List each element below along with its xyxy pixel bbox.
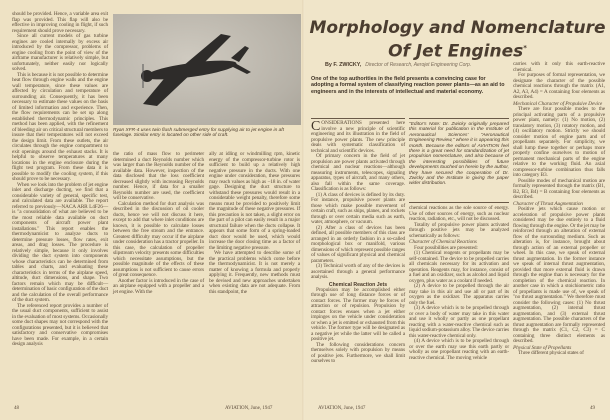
- editors-note: "Editor's Note: Dr. Zwicky originally prepared this material for publication in the Institute of Aeronautical Sciences' "Aeronautical Engineering Review," where it is appearing this month. Because the editors of AVIATION feel there is a great need for standardization of jet propulsion nomenclature, and also because of the interesting possibilities of future developments touched on herein by the author, they have secured the cooperation of Dr. Zwicky and the Institute in giving the paper wider distribution.: [409, 122, 510, 187]
- section-heading: Chemical Reaction Jets: [328, 281, 388, 288]
- footnote-mark: *: [523, 44, 527, 52]
- paragraph: chemical reactions as the sole source of energy. Use of other sources of energy, such as nuclear reaction, radiation, etc., will not be discussed.: [409, 205, 509, 222]
- airplane-photo: [113, 14, 301, 125]
- photo-caption: Ryan XFR-4 uses twin flush submerged entry for supplying air to jet engine in aft fuselage. Similar entry is located on other side of craft.: [113, 128, 284, 139]
- divider: [311, 118, 405, 119]
- paragraph: Another factor is introduced in the case of an airplane equipped with a propeller and a jet engine. With the: [113, 277, 204, 295]
- subheading: Physical State of Propellants: [513, 344, 572, 351]
- subheading: Character of Thrust Augmentation: [513, 200, 583, 207]
- paragraph: (2) A device to be propelled through the air may take in this air and use all or part of its oxygen as the oxidizer. The apparatus carries only the fuel.: [409, 283, 509, 306]
- right-column-1: [311, 121, 405, 365]
- paragraph: Totality of propulsive power plants activated through positive jets may be analyzed schematically as follows:: [409, 221, 509, 239]
- page-number: 48: [14, 406, 19, 411]
- paragraph: (1) A class of devices is defined by its duty. For instance, propulsive power plants are those which make possible movement of certain craft, such as ships, planes, and rockets through or over certain media such as earth, water, atmosphere, or vacuum.: [311, 191, 405, 225]
- paragraph: Since all current models of gas turbine engines are cooled internally by excess air introduced by the compressor, problems of engine cooling from the point of view of the airframe manufacturer is relatively simple, but unfortunately, neither easily nor logically solved.: [12, 33, 108, 72]
- byline: [325, 62, 471, 68]
- paragraph: Of primary concern in the field of jet propulsion are power plants activated through chemical and nuclear reactions—although measuring instruments, telescopes, signaling apparatus, types of aircraft, and many others, also fall within the same coverage. Classification is as follows:: [311, 153, 405, 192]
- paragraph: carries with it only this earth-reactive chemical.: [513, 61, 605, 73]
- running-footer: AVIATION, June, 1947: [318, 406, 366, 411]
- right-page: [305, 0, 610, 420]
- paragraph: Three different physical states of: [518, 350, 584, 356]
- paragraph: (1) Chemical reagents or propellants may be self-contained. The device to be propelled carries all chemicals necessary for its activation and operation. Reagents may, for instance, consist of a fuel and an oxidizer, such as alcohol and liquid oxygen, plus water as a coolant if needed.: [409, 250, 509, 284]
- paragraph: (3) A device which is to be propelled through or over a body of water may take in this water and use it wholly or partly as one propellant reacting with a water-reactive chemical such as liquid sodium-potassium alloy. The device carries this water-reactive chemical only.: [409, 305, 509, 339]
- paragraph: Possible modes of mechanical motion are formally represented through the matrix (B1, B2, B3, B4) = B containing four elements as described.: [513, 177, 605, 200]
- title-line-1: Morphology and Nomenclature: [309, 18, 606, 38]
- author: By F. ZWICKY,: [325, 62, 362, 68]
- paragraph: Positive jets which cause motion or acceleration of propulsive power plants considered may be due entirely to a fluid flowing through the engine. Or the jet may be reinforced through an alteration of external flow of the surrounding medium. Such as alteration is, for instance, brought about through action of an external propeller or wheel. In this case, we speak of external thrust augmentation. In the former instance we speak of internal thrust augmentation, provided that more external fluid is drawn through the engine than is necessary for the completion of the chemical reaction. In another case in which a stoichiometric ratio of propellants is made use of, we speak of "no thrust augmentation." We therefore must consider the following cases: (1) No thrust augmentation, (2) internal thrust augmentation, and (3) external thrust augmentation. The possible characters of the thrust augmentation are formally represented through the matrix (C1, C2, C3) = C containing three distinct elements as described.: [513, 206, 605, 344]
- subheading: Mechanical Character of Propulsive Device: [513, 100, 603, 107]
- title-line-2: Of Jet Engines: [388, 41, 524, 62]
- right-column-2: [409, 206, 509, 361]
- drop-cap: C: [311, 119, 321, 134]
- paragraph: [311, 121, 405, 154]
- page-number: 49: [590, 406, 595, 411]
- divider: [409, 202, 509, 203]
- airplane-icon: [113, 14, 301, 125]
- left-column-1: [12, 12, 108, 348]
- divider: [409, 118, 509, 119]
- paragraph: (4) A device which is to be propelled through or over the earth may use this earth partly or wholly as one propellant reacting with an earth-reactive chemical. The moving vehicle: [409, 338, 509, 361]
- paragraph-text: ONSIDERATIONS presented here involve a new principle of scientific engineering and its illustration in the field of propulsive power plants. The new principle deals with systematic classification of technical and scientific devices.: [311, 120, 405, 154]
- subheading: Character of Chemical Reactions: [409, 239, 477, 245]
- paragraph: ally at idling or windmilling rpm, kinetic energy of the compressor-turbine rotor is sufficient to build up a relatively high negative pressure in the ducts. With one engine under consideration, these pressures may reach values as high as −18 in. of water gage. Designing the duct structure to withstand these pressures would result in a considerable weight penalty, therefore some means must be provided to positively limit the magnitude of these negative pressures. If this precaution is not taken, a slight error on the part of a pilot can easily result in a major structural failure when the ducts collapse. It appears that some form of a spring-loaded duct door would be used, which would increase the door closing time as a factor of the limiting negative pressure.: [209, 151, 300, 251]
- paragraph: The following considerations concern themselves solely with propulsion by means of positive jets. Furthermore, we shall limit ourselves to: [311, 341, 405, 364]
- paragraph: For purposes of formal representation, we designate the character of the possible chemical reactions through the matrix (A1, A2, A3, A4) = A containing four elements as described.: [513, 72, 605, 100]
- running-footer: AVIATION, June, 1947: [225, 406, 273, 411]
- paragraph: We have attempted to describe some of the practical problems which come before the thermodynamicist. It is not merely a matter of knowing a formula and properly applying it. Frequently, new methods must be devised and new approaches undertaken when existing data are not adequate. From this standpoint, the: [209, 250, 300, 295]
- paragraph: This is because it is not possible to determine heat flow through engine walls and the engine wall temperature, since these values are affected by circulation and temperature of surrounding air. Consequently, it has been necessary to estimate these values on the basis of limited information and experience. Then, the flow requirements can be set up along established thermodynamic principles. This method has been applied, with the refinement of bleeding air on critical structural members to insure that their temperatures will not exceed the design limit. From these outlets, the air circulates through the engine compartment to exit openings around the exhaust stacks. It is helpful to observe temperatures at many locations in the engine enclosure during the flight test program. From these data it is possible to modify the cooling system, if this should prove to be necessary.: [12, 71, 108, 182]
- paragraph: The referenced report provides a number of the usual duct components, sufficient to assist in the evaluation of most systems. Occasionally some duct shapes may not correspond with the configurations presented, but it is believed that satisfactory and conservative compromises have been made. For example, in a certain design analysis: [12, 302, 108, 347]
- paragraph: When we look into the problem of jet engine inlet and discharge ducting, we find that a considerable variety of general, specific test, and calculated data are available. The report referred to previously—NACA ARR L4F26—is "a consolidation of what are believed to be the most reliable data available on duct components of aircraft power plant installations." This report enables the thermodynamicist to analyze ducts to determine pressure losses, flow rates, exit areas, and drag losses. The procedure is relatively simple, because it only involves dividing the duct system into components whose characteristics can be determined from tables and charts, and evaluating these characteristics in terms of the airplane speed, altitude, duct dimensions, and shape. Two factors remain which may be difficult—determination of basic configuration of the duct and the calculation of the overall performance of the duct system.: [12, 181, 108, 303]
- left-column-3: [209, 152, 300, 295]
- article-intro: One of the top authorities in the field presents a convincing case for adopting a formal system of classifying reaction power plants—as an aid to engineers and in the interests of intellectual and material economy.: [311, 76, 505, 95]
- author-role: Director of Research, Aerojet Engineering Corp.: [365, 62, 472, 68]
- paragraph: Four possibilities are presented:: [414, 244, 478, 251]
- article-title: [305, 18, 610, 62]
- paragraph: Calculation method for duct analysis was described in the discussion of oil cooler ducts, hence we will not discuss it here, except to add that where inlet conditions are known, it is possible to calculate losses between the free stream and the entrance. Greatest difficulty may occur if the airplane under consideration has a tractor propeller. In this case, the calculation of propeller slipstream velocity presents some difficulties which necessitate assumptions, but the possible magnitude of the effects of these assumptions is not sufficient to cause errors of great consequence.: [113, 200, 204, 278]
- paragraph: (3) Technical worth of any of the devices is ascertained through a general performance analysis.: [311, 263, 405, 280]
- paragraph: (2) After a class of devices has been defined, all possible members of this class are arranged in an orderly fashion in a so-called morphological box or manifold, various dimensions of which represent possible ranges of values of significant physical and chemical parameters.: [311, 224, 405, 264]
- paragraph: Propulsion may be accomplished either through use of long distance forces or of contact forces. The former may be forces of attraction or of repulsion. Propulsion by contact forces ensues when a jet either impinges on the vehicle under consideration or when a jet is emitted or exhausted from this vehicle. The former type will be designated as a negative jet while the latter will be called a positive jet.: [311, 286, 405, 342]
- right-column-3: [513, 62, 605, 357]
- paragraph: should be provided. Hence, a variable area exit flap was provided. This flap will also be effective in improving cooling in flight, if such requirement should prove necessary.: [12, 11, 108, 34]
- paragraph: There are four possible modes to the principal activating parts of a propulsive power plant, namely: (1) No motion, (2) translatory motion, (3) rotatory motion, and (4) oscillatory motion. Strictly we should consider motion of engine parts and of propellants separately. For simplicity, we shall lump these together or perhaps more properly confine ourselves to motion of permanent mechanical parts of the engine relative to the working fluid. An axial compressor-turbine combination thus falls into category B3.: [513, 106, 605, 178]
- left-column-2: [113, 152, 204, 295]
- paragraph: the ratio of mass flow to perimeter determined a duct Reynolds number which was larger than the Reynolds number of the available data. However, inspection of the data disclosed that the loss coefficient decreased slightly with increasing Reynolds number. Hence, if data for a smaller Reynolds number are used, the coefficient will be conservative.: [113, 151, 204, 201]
